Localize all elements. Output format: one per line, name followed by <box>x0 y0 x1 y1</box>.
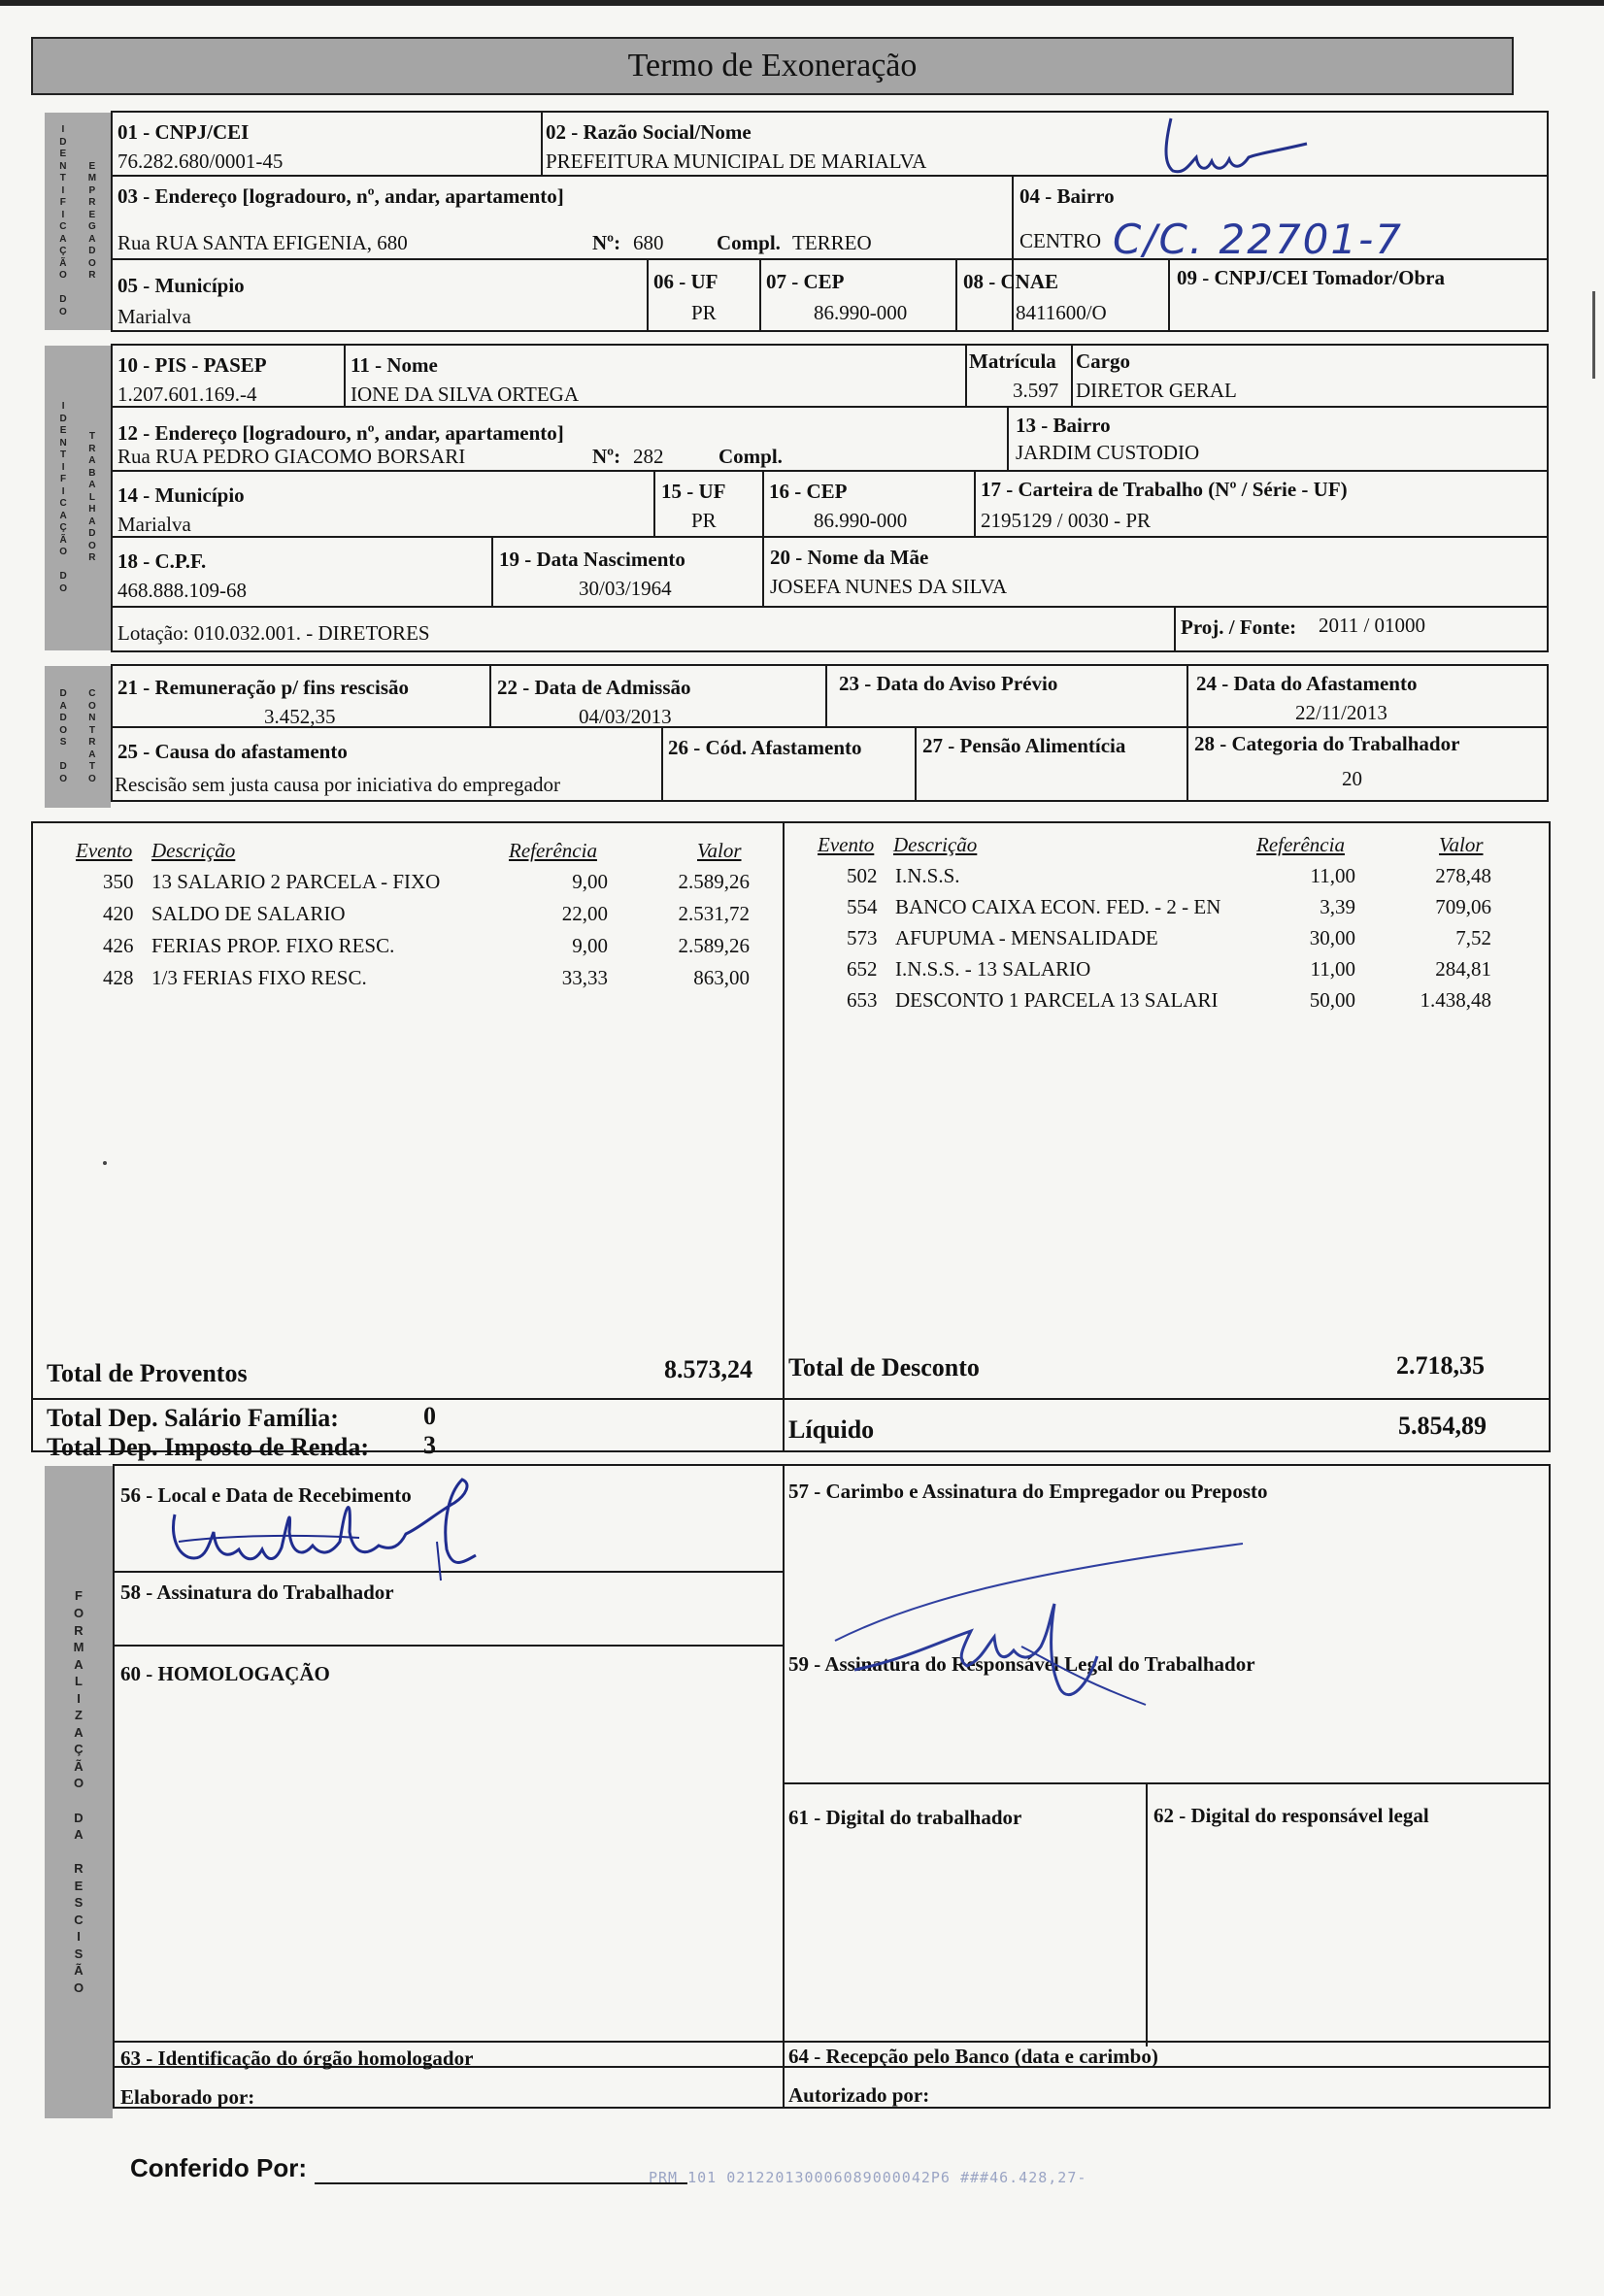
sidebar-char: Ç <box>59 522 67 533</box>
sidebar-char: F <box>60 474 67 484</box>
sidebar-char: A <box>74 1656 84 1672</box>
sidebar-char: R <box>74 1861 84 1877</box>
sal-familia-value: 0 <box>423 1402 436 1430</box>
f56-label: 56 - Local e Data de Recebimento <box>120 1483 412 1507</box>
proventos-desc: FERIAS PROP. FIXO RESC. <box>151 934 395 957</box>
f08-label: 08 - CNAE <box>963 270 1058 293</box>
f25-value: Rescisão sem justa causa por iniciativa do empregador <box>115 773 560 796</box>
f04-value: CENTRO <box>1019 229 1101 252</box>
sidebar-char: E <box>88 209 96 220</box>
sidebar-char: S <box>74 1946 84 1961</box>
document-title-bar <box>31 37 1514 95</box>
descontos-desc: I.N.S.S. - 13 SALARIO <box>895 957 1091 981</box>
f20-value: JOSEFA NUNES DA SILVA <box>770 575 1008 598</box>
sidebar-char: R <box>74 1622 84 1638</box>
sidebar-char: D <box>59 136 67 148</box>
proventos-desc: SALDO DE SALARIO <box>151 902 346 925</box>
descontos-header-valor: Valor <box>1439 833 1484 856</box>
descontos-ref: 50,00 <box>1309 988 1355 1012</box>
sidebar-char: O <box>73 1980 84 1996</box>
f15-value: PR <box>691 509 717 532</box>
sidebar-char: T <box>59 173 66 183</box>
f28-label: 28 - Categoria do Trabalhador <box>1194 732 1460 755</box>
cargo-value: DIRETOR GERAL <box>1076 379 1237 402</box>
matricula-value: 3.597 <box>1013 379 1059 402</box>
sidebar-char: O <box>88 540 96 551</box>
f13-value: JARDIM CUSTODIO <box>1016 441 1200 464</box>
f01-value: 76.282.680/0001-45 <box>117 150 284 173</box>
descontos-desc: AFUPUMA - MENSALIDADE <box>895 926 1158 949</box>
cargo-label: Cargo <box>1076 349 1130 373</box>
f20-label: 20 - Nome da Mãe <box>770 546 929 569</box>
imposto-value: 3 <box>423 1431 436 1459</box>
f01-label: 01 - CNPJ/CEI <box>117 120 250 144</box>
proventos-desc: 13 SALARIO 2 PARCELA - FIXO <box>151 870 441 893</box>
trab-compl-label: Compl. <box>718 445 783 468</box>
sidebar-char: G <box>88 221 96 232</box>
trab-numero-value: 282 <box>633 445 664 468</box>
proventos-ref: 22,00 <box>561 902 608 925</box>
sidebar-text-col1 <box>59 688 67 785</box>
sidebar-char: R <box>88 270 96 281</box>
sidebar-char: P <box>88 184 96 196</box>
sidebar-char: L <box>75 1674 83 1689</box>
sidebar-char: C <box>59 221 67 232</box>
proj-value: 2011 / 01000 <box>1319 614 1426 637</box>
sidebar-char: C <box>74 1912 84 1927</box>
f24-value: 22/11/2013 <box>1295 701 1387 724</box>
f13-label: 13 - Bairro <box>1016 414 1111 437</box>
f02-value: PREFEITURA MUNICIPAL DE MARIALVA <box>546 150 927 173</box>
sidebar-char: O <box>59 582 67 594</box>
sidebar-char <box>61 283 64 295</box>
sidebar-char: I <box>61 184 65 196</box>
descontos-cod: 573 <box>847 926 878 949</box>
sidebar-char: M <box>87 173 97 183</box>
sidebar-char: N <box>59 160 67 172</box>
descontos-cod: 652 <box>847 957 878 981</box>
f11-label: 11 - Nome <box>351 353 438 377</box>
f63-label: 63 - Identificação do órgão homologador <box>120 2046 474 2070</box>
sidebar-char: I <box>77 1690 81 1706</box>
proventos-cod: 426 <box>103 934 134 957</box>
lotacao: Lotação: 010.032.001. - DIRETORES <box>117 621 430 645</box>
sidebar-char: F <box>75 1588 83 1604</box>
descontos-cod: 653 <box>847 988 878 1012</box>
emp-numero-value: 680 <box>633 231 664 254</box>
sidebar-char <box>77 1844 81 1861</box>
f10-label: 10 - PIS - PASEP <box>117 353 267 377</box>
proventos-valor: 2.589,26 <box>678 870 750 893</box>
emp-compl-value: TERREO <box>792 231 872 254</box>
descontos-ref: 11,00 <box>1310 957 1355 981</box>
sidebar-char: T <box>88 724 95 736</box>
handwritten-account-note: C/C. 22701-7 <box>1113 216 1403 263</box>
f59-label: 59 - Assinatura do Responsável Legal do Trabalhador <box>788 1652 1255 1676</box>
f07-label: 07 - CEP <box>766 270 845 293</box>
imposto-label: Total Dep. Imposto de Renda: <box>47 1433 370 1461</box>
sidebar-char: O <box>73 1776 84 1791</box>
sidebar-text-col2 <box>88 431 96 565</box>
f19-label: 19 - Data Nascimento <box>499 548 685 571</box>
sidebar-char: A <box>74 1724 84 1740</box>
proventos-cod: 350 <box>103 870 134 893</box>
sidebar-char: D <box>88 528 96 540</box>
matricula-label: Matrícula <box>969 349 1056 373</box>
descontos-desc: BANCO CAIXA ECON. FED. - 2 - EN <box>895 895 1221 918</box>
sidebar-char <box>62 559 65 572</box>
sidebar-char: L <box>88 491 95 503</box>
document-title: Termo de Exoneração <box>627 48 918 83</box>
trab-numero-label: Nº: <box>592 445 621 468</box>
proventos-cod: 420 <box>103 902 134 925</box>
footer-code: PRM 101 021220130006089000042P6 ###46.428,27- <box>649 2169 1087 2186</box>
conferido-label: Conferido Por: <box>130 2153 307 2182</box>
f18-value: 468.888.109-68 <box>117 579 247 602</box>
sidebar-char: C <box>88 688 96 699</box>
f12-label: 12 - Endereço [logradouro, nº, andar, apartamento] <box>117 421 564 445</box>
sidebar-char: D <box>88 246 96 256</box>
f06-value: PR <box>691 301 717 324</box>
f03-label: 03 - Endereço [logradouro, nº, andar, apartamento] <box>117 184 564 208</box>
f14-value: Marialva <box>117 513 191 536</box>
sidebar-char: N <box>88 713 96 723</box>
sidebar-char: R <box>88 737 96 748</box>
f28-value: 20 <box>1342 767 1362 790</box>
f25-label: 25 - Causa do afastamento <box>117 740 348 763</box>
proventos-header-valor: Valor <box>697 839 742 862</box>
sidebar-identificacao-empregador <box>45 113 111 330</box>
sidebar-char: E <box>74 1878 84 1893</box>
sidebar-char <box>77 1792 81 1810</box>
proventos-header-referencia: Referência <box>509 839 597 862</box>
f10-value: 1.207.601.169.-4 <box>117 383 257 406</box>
sidebar-char: D <box>59 688 67 699</box>
f07-value: 86.990-000 <box>814 301 908 324</box>
f02-label: 02 - Razão Social/Nome <box>546 120 752 144</box>
descontos-ref: 30,00 <box>1309 926 1355 949</box>
sidebar-identificacao-trabalhador <box>45 346 111 650</box>
worker-signature <box>146 1474 515 1590</box>
sidebar-char: O <box>88 773 96 784</box>
sidebar-char: M <box>73 1640 84 1655</box>
f64-label: 64 - Recepção pelo Banco (data e carimbo) <box>788 2045 1158 2068</box>
sidebar-char: F <box>59 197 66 208</box>
sidebar-char: I <box>61 461 65 473</box>
sidebar-char: O <box>58 306 67 317</box>
sidebar-char: N <box>59 437 67 449</box>
sidebar-char: O <box>73 1605 84 1620</box>
scan-edge-right <box>1592 291 1595 379</box>
sidebar-char: Z <box>75 1708 83 1723</box>
sidebar-char: R <box>88 443 96 454</box>
sidebar-char: O <box>59 773 67 784</box>
scan-edge-top <box>0 0 1604 6</box>
sidebar-char: R <box>88 197 96 208</box>
f06-label: 06 - UF <box>653 270 718 293</box>
sidebar-text-col1 <box>59 124 67 318</box>
sidebar-char: C <box>59 498 67 509</box>
f26-label: 26 - Cód. Afastamento <box>668 736 862 759</box>
sidebar-char: I <box>61 124 65 135</box>
sidebar-char: I <box>61 209 65 220</box>
f61-label: 61 - Digital do trabalhador <box>788 1806 1022 1829</box>
descontos-valor: 1.438,48 <box>1420 988 1491 1012</box>
sidebar-dados-contrato <box>45 666 111 808</box>
proventos-ref: 9,00 <box>572 870 608 893</box>
sidebar-char: A <box>88 233 96 245</box>
sidebar-char: D <box>59 571 67 582</box>
sidebar-char: Ã <box>59 534 67 546</box>
proventos-valor: 2.531,72 <box>678 902 750 925</box>
descontos-header-referencia: Referência <box>1256 833 1345 856</box>
f04-label: 04 - Bairro <box>1019 184 1115 208</box>
proventos-desc: 1/3 FERIAS FIXO RESC. <box>151 966 367 989</box>
sidebar-char: A <box>59 700 67 712</box>
descontos-ref: 11,00 <box>1310 864 1355 887</box>
f22-label: 22 - Data de Admissão <box>497 676 691 699</box>
sal-familia-label: Total Dep. Salário Família: <box>47 1404 339 1432</box>
proventos-ref: 33,33 <box>561 966 608 989</box>
elaborado-label: Elaborado por: <box>120 2085 255 2109</box>
sidebar-char: A <box>88 455 96 467</box>
f09-label: 09 - CNPJ/CEI Tomador/Obra <box>1177 266 1445 289</box>
sidebar-char: E <box>59 425 67 436</box>
f23-label: 23 - Data do Aviso Prévio <box>839 672 1058 695</box>
sidebar-char: D <box>59 413 67 424</box>
sidebar-char: E <box>88 160 96 172</box>
sidebar-char: Ã <box>74 1758 84 1774</box>
descontos-ref: 3,39 <box>1320 895 1355 918</box>
sidebar-text-col1 <box>59 401 67 595</box>
total-desconto-value: 2.718,35 <box>1396 1351 1485 1380</box>
proventos-header-evento: Evento <box>76 839 133 862</box>
f17-label: 17 - Carteira de Trabalho (Nº / Série - UF) <box>981 478 1348 501</box>
sidebar-char: S <box>59 737 67 748</box>
f24-label: 24 - Data do Afastamento <box>1196 672 1418 695</box>
proventos-valor: 2.589,26 <box>678 934 750 957</box>
descontos-valor: 709,06 <box>1435 895 1491 918</box>
f57-label: 57 - Carimbo e Assinatura do Empregador ou Preposto <box>788 1480 1268 1503</box>
sidebar-char: O <box>88 700 96 712</box>
liquido-value: 5.854,89 <box>1398 1412 1487 1440</box>
sidebar-char: Ã <box>74 1963 84 1979</box>
f16-value: 86.990-000 <box>814 509 908 532</box>
sidebar-char: D <box>59 294 67 305</box>
sidebar-char: T <box>88 761 95 772</box>
f08-value: 8411600/O <box>1016 301 1107 324</box>
f58-label: 58 - Assinatura do Trabalhador <box>120 1581 394 1604</box>
f05-value: Marialva <box>117 305 191 328</box>
sidebar-char: O <box>58 270 67 281</box>
sidebar-char: A <box>88 516 96 527</box>
f21-value: 3.452,35 <box>264 705 336 728</box>
sidebar-char: A <box>88 749 96 760</box>
sidebar-formalizacao <box>45 1466 113 2118</box>
sidebar-char: I <box>61 485 65 497</box>
sidebar-char: O <box>88 257 96 269</box>
autorizado-label: Autorizado por: <box>788 2083 930 2107</box>
f17-value: 2195129 / 0030 - PR <box>981 509 1152 532</box>
f21-label: 21 - Remuneração p/ fins rescisão <box>117 676 409 699</box>
sidebar-char: A <box>88 480 96 491</box>
descontos-header-descricao: Descrição <box>893 833 978 856</box>
sidebar-char: S <box>74 1895 84 1911</box>
sidebar-char: T <box>88 431 95 443</box>
sidebar-char: I <box>77 1929 81 1945</box>
sidebar-char: D <box>59 761 67 772</box>
f19-value: 30/03/1964 <box>579 577 672 600</box>
sidebar-char: A <box>59 233 67 245</box>
f11-value: IONE DA SILVA ORTEGA <box>351 383 580 406</box>
total-proventos-value: 8.573,24 <box>664 1355 752 1383</box>
stray-dot <box>103 1161 107 1165</box>
f22-value: 04/03/2013 <box>579 705 672 728</box>
sidebar-char: Ç <box>74 1742 84 1757</box>
f62-label: 62 - Digital do responsável legal <box>1153 1804 1429 1827</box>
proventos-header-descricao: Descrição <box>151 839 236 862</box>
sidebar-char: E <box>59 149 67 159</box>
sidebar-char: R <box>88 552 96 564</box>
f05-label: 05 - Município <box>117 274 245 297</box>
descontos-valor: 278,48 <box>1435 864 1491 887</box>
proj-label: Proj. / Fonte: <box>1181 616 1297 639</box>
sidebar-char: O <box>59 547 67 557</box>
f27-label: 27 - Pensão Alimentícia <box>922 734 1126 757</box>
sidebar-text-col2 <box>88 688 96 785</box>
liquido-label: Líquido <box>788 1415 875 1444</box>
sidebar-char: D <box>59 713 67 723</box>
total-desconto-label: Total de Desconto <box>788 1353 980 1381</box>
proventos-valor: 863,00 <box>693 966 750 989</box>
f60-label: 60 - HOMOLOGAÇÃO <box>120 1662 330 1685</box>
sidebar-char: I <box>61 401 65 412</box>
f12-value: Rua RUA PEDRO GIACOMO BORSARI <box>117 445 466 468</box>
f18-label: 18 - C.P.F. <box>117 549 207 573</box>
proventos-cod: 428 <box>103 966 134 989</box>
f16-label: 16 - CEP <box>769 480 848 503</box>
emp-compl-label: Compl. <box>717 231 781 254</box>
descontos-cod: 554 <box>847 895 878 918</box>
sidebar-char: A <box>74 1827 84 1843</box>
total-proventos-label: Total de Proventos <box>47 1359 248 1387</box>
descontos-header-evento: Evento <box>818 833 875 856</box>
descontos-desc: DESCONTO 1 PARCELA 13 SALARI <box>895 988 1219 1012</box>
descontos-valor: 7,52 <box>1455 926 1491 949</box>
sidebar-text-formalizacao <box>74 1587 84 1996</box>
sidebar-char: A <box>59 510 67 521</box>
f14-label: 14 - Município <box>117 483 245 507</box>
f03-value: Rua RUA SANTA EFIGENIA, 680 <box>117 231 408 254</box>
sidebar-char: D <box>74 1810 84 1825</box>
descontos-desc: I.N.S.S. <box>895 864 960 887</box>
descontos-cod: 502 <box>847 864 878 887</box>
descontos-valor: 284,81 <box>1435 957 1491 981</box>
sidebar-char: Ç <box>59 246 67 256</box>
proventos-ref: 9,00 <box>572 934 608 957</box>
sidebar-text-col2 <box>88 161 96 283</box>
sidebar-char: Ã <box>59 257 67 269</box>
emp-numero-label: Nº: <box>592 231 621 254</box>
sidebar-char: O <box>59 724 67 736</box>
initials-scribble <box>1152 115 1326 183</box>
sidebar-char <box>62 749 65 762</box>
sidebar-char: H <box>88 504 96 516</box>
employer-signature <box>796 1514 1262 1728</box>
f15-label: 15 - UF <box>661 480 726 503</box>
sidebar-char: T <box>60 449 67 460</box>
sidebar-char: B <box>88 467 96 479</box>
